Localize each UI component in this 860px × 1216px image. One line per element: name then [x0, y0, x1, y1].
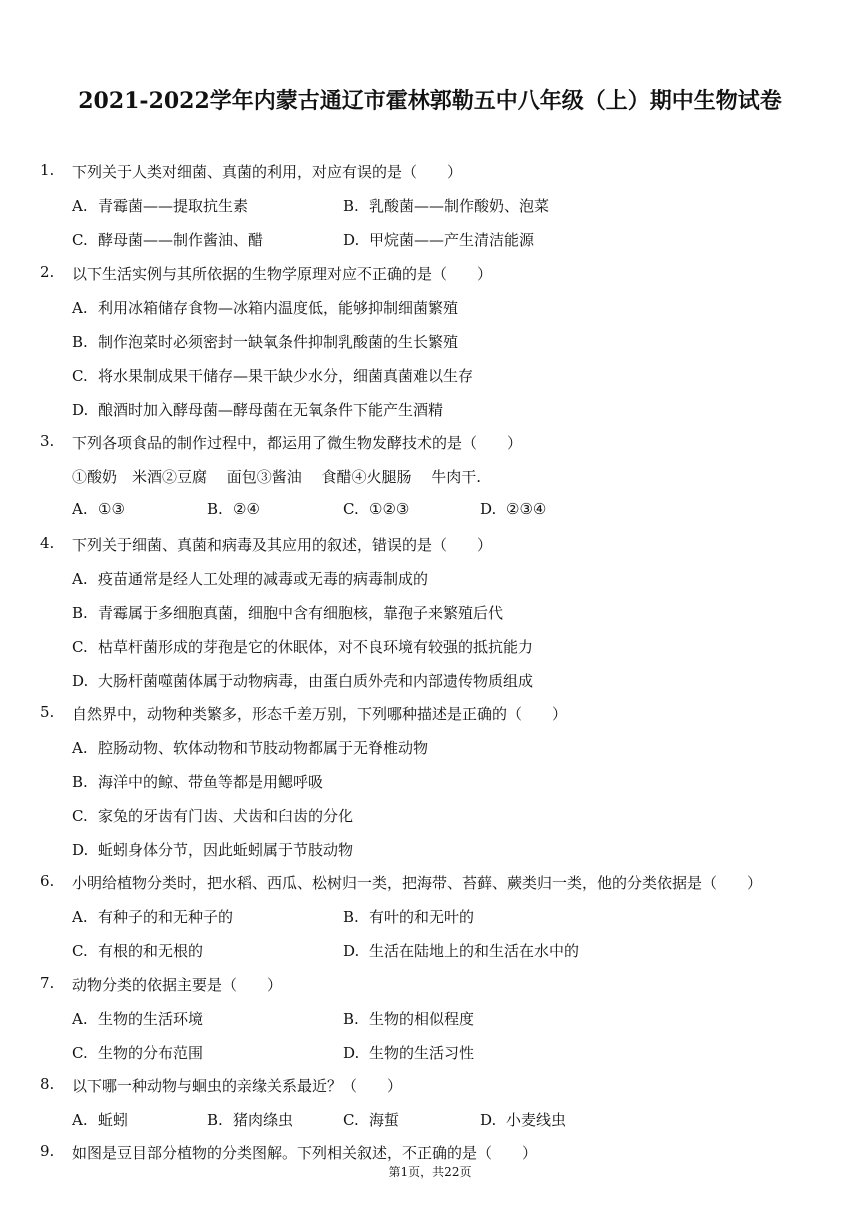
page-footer: 第1页，共22页 [388, 1165, 472, 1179]
option-label: C. [343, 1111, 359, 1129]
option-label: D. [343, 1044, 360, 1062]
option-label: D. [72, 672, 89, 690]
option-d [343, 1042, 474, 1063]
option-text: 生物的分布范围 [98, 1044, 204, 1062]
question-number: 9. [40, 1142, 55, 1160]
question-9 [40, 1142, 820, 1164]
question-stem: 下列关于细菌、真菌和病毒及其应用的叙述，错误的是（ ） [72, 536, 493, 554]
question-number: 1. [40, 161, 55, 179]
question-1 [40, 161, 820, 183]
option-c [343, 1109, 399, 1130]
option-text: 青霉属于多细胞真菌，细胞中含有细胞核，靠孢子来繁殖后代 [98, 604, 504, 622]
option-label: B. [72, 604, 88, 622]
option-a [72, 737, 428, 758]
option-text: 海洋中的鲸、带鱼等都是用鳃呼吸 [98, 773, 324, 791]
question-stem: 自然界中，动物种类繁多，形态千差万别，下列哪种描述是正确的（ ） [72, 705, 568, 723]
option-c [72, 636, 533, 657]
option-c [72, 805, 353, 826]
option-label: D. [343, 942, 360, 960]
question-2 [40, 263, 820, 285]
option-text: ①③ [98, 500, 125, 518]
option-b [343, 195, 549, 216]
option-c [72, 365, 473, 386]
option-text: 有叶的和无叶的 [369, 908, 475, 926]
option-label: C. [72, 807, 88, 825]
option-text: 蚯蚓 [98, 1111, 129, 1129]
option-label: C. [72, 1044, 88, 1062]
option-text: 乳酸菌——制作酸奶、泡菜 [369, 197, 550, 215]
exam-title: 2021-2022学年内蒙古通辽市霍林郭勒五中八年级（上）期中生物试卷 [78, 88, 782, 114]
option-text: 腔肠动物、软体动物和节肢动物都属于无脊椎动物 [98, 739, 429, 757]
option-text: 大肠杆菌噬菌体属于动物病毒，由蛋白质外壳和内部遗传物质组成 [98, 672, 534, 690]
option-c [72, 229, 263, 250]
option-text: 利用冰箱储存食物—冰箱内温度低，能够抑制细菌繁殖 [98, 299, 459, 317]
option-text: ②④ [233, 500, 260, 518]
option-text: 有种子的和无种子的 [98, 908, 234, 926]
question-stem: 下列各项食品的制作过程中，都运用了微生物发酵技术的是（ ） [72, 434, 523, 452]
option-text: 枯草杆菌形成的芽孢是它的休眠体，对不良环境有较强的抵抗能力 [98, 638, 534, 656]
option-label: A. [72, 1111, 88, 1129]
question-number: 6. [40, 872, 55, 890]
option-label: C. [72, 231, 88, 249]
option-text: ①②③ [369, 500, 410, 518]
question-stem: 以下哪一种动物与蛔虫的亲缘关系最近？（ ） [72, 1077, 403, 1095]
option-text: 猪肉绦虫 [233, 1111, 294, 1129]
question-stem: 如图是豆目部分植物的分类图解。下列相关叙述，不正确的是（ ） [72, 1144, 538, 1162]
question-3 [40, 432, 820, 454]
option-label: D. [480, 1111, 497, 1129]
option-d [480, 1109, 566, 1130]
option-label: A. [72, 299, 88, 317]
option-label: A. [72, 1010, 88, 1028]
question-stem: 动物分类的依据主要是（ ） [72, 976, 283, 994]
option-label: C. [72, 638, 88, 656]
option-label: D. [72, 401, 89, 419]
option-label: C. [72, 942, 88, 960]
question-items: ①酸奶 米酒②豆腐 面包③酱油 食醋④火腿肠 牛肉干. [72, 468, 482, 486]
option-label: B. [343, 1010, 359, 1028]
option-a [72, 500, 125, 518]
question-stem: 以下生活实例与其所依据的生物学原理对应不正确的是（ ） [72, 265, 493, 283]
option-text: 生物的生活习性 [369, 1044, 475, 1062]
option-text: ②③④ [506, 500, 547, 518]
option-label: B. [343, 197, 359, 215]
option-text: 甲烷菌——产生清洁能源 [369, 231, 535, 249]
option-c [343, 500, 409, 518]
question-8 [40, 1075, 820, 1097]
option-label: B. [207, 1111, 223, 1129]
question-stem: 小明给植物分类时，把水稻、西瓜、松树归一类，把海带、苔藓、蕨类归一类，他的分类依据是（ ） [72, 874, 763, 892]
option-a [72, 568, 428, 589]
option-b [72, 602, 503, 623]
question-number: 8. [40, 1075, 55, 1093]
option-a [72, 195, 248, 216]
option-b [207, 500, 260, 518]
option-d [72, 670, 533, 691]
option-text: 海蜇 [369, 1111, 400, 1129]
question-5 [40, 703, 820, 725]
question-4 [40, 534, 820, 556]
question-number: 5. [40, 703, 55, 721]
option-text: 蚯蚓身体分节，因此蚯蚓属于节肢动物 [98, 841, 354, 859]
option-text: 小麦线虫 [506, 1111, 567, 1129]
question-6 [40, 872, 820, 894]
option-d [343, 940, 579, 961]
question-number: 7. [40, 974, 55, 992]
option-label: A. [72, 500, 88, 518]
option-a [72, 1008, 203, 1029]
option-label: D. [480, 500, 497, 518]
option-label: B. [207, 500, 223, 518]
option-text: 家兔的牙齿有门齿、犬齿和臼齿的分化 [98, 807, 354, 825]
option-text: 酿酒时加入酵母菌—酵母菌在无氧条件下能产生酒精 [98, 401, 444, 419]
option-a [72, 1109, 128, 1130]
option-a [72, 297, 458, 318]
question-number: 2. [40, 263, 55, 281]
option-c [72, 1042, 203, 1063]
question-stem: 下列关于人类对细菌、真菌的利用，对应有误的是（ ） [72, 163, 463, 181]
question-number: 4. [40, 534, 55, 552]
option-text: 疫苗通常是经人工处理的减毒或无毒的病毒制成的 [98, 570, 429, 588]
option-label: A. [72, 197, 88, 215]
question-7 [40, 974, 820, 996]
option-text: 酵母菌——制作酱油、醋 [98, 231, 264, 249]
option-label: B. [72, 333, 88, 351]
option-label: B. [72, 773, 88, 791]
option-label: A. [72, 908, 88, 926]
option-label: D. [72, 841, 89, 859]
option-b [207, 1109, 293, 1130]
option-d [480, 500, 546, 518]
option-text: 生物的生活环境 [98, 1010, 204, 1028]
option-b [72, 771, 323, 792]
option-label: A. [72, 739, 88, 757]
option-label: C. [72, 367, 88, 385]
option-text: 生活在陆地上的和生活在水中的 [369, 942, 580, 960]
option-text: 有根的和无根的 [98, 942, 204, 960]
option-b [343, 1008, 474, 1029]
option-text: 青霉菌——提取抗生素 [98, 197, 249, 215]
question-number: 3. [40, 432, 55, 450]
option-a [72, 906, 233, 927]
option-d [72, 839, 353, 860]
option-d [343, 229, 534, 250]
option-label: D. [343, 231, 360, 249]
option-b [72, 331, 458, 352]
option-label: B. [343, 908, 359, 926]
option-label: C. [343, 500, 359, 518]
option-text: 生物的相似程度 [369, 1010, 475, 1028]
option-b [343, 906, 474, 927]
option-d [72, 399, 443, 420]
option-text: 将水果制成果干储存—果干缺少水分，细菌真菌难以生存 [98, 367, 474, 385]
option-label: A. [72, 570, 88, 588]
option-text: 制作泡菜时必须密封一缺氧条件抑制乳酸菌的生长繁殖 [98, 333, 459, 351]
option-c [72, 940, 203, 961]
